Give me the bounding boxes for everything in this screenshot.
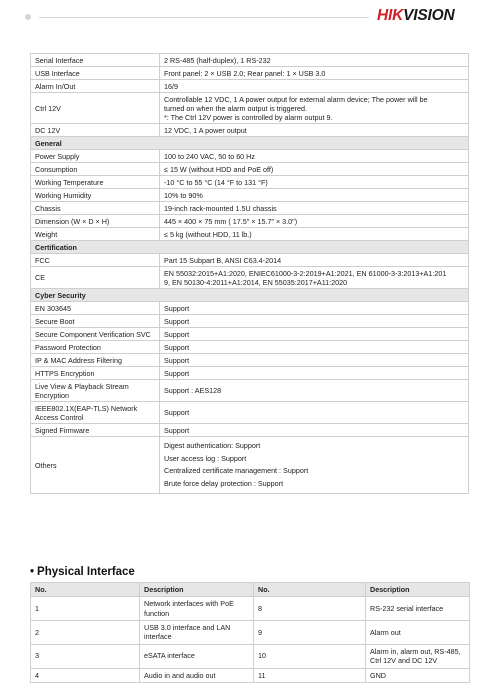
spec-key: CE <box>31 267 160 289</box>
spec-row <box>31 380 469 402</box>
spec-value: Support <box>160 367 469 380</box>
table-row <box>31 597 470 621</box>
table-header-row <box>31 583 470 597</box>
spec-value: Support <box>160 354 469 367</box>
spec-key: FCC <box>31 254 160 267</box>
table-cell: RS-232 serial interface <box>366 597 470 621</box>
header-dot <box>25 14 31 20</box>
spec-key: Working Temperature <box>31 176 160 189</box>
spec-value: Support <box>160 424 469 437</box>
column-header: Description <box>140 583 254 597</box>
spec-value: 16/9 <box>160 80 469 93</box>
table-cell: 10 <box>254 644 366 668</box>
spec-key: Serial Interface <box>31 54 160 67</box>
spec-value: -10 °C to 55 °C (14 °F to 131 °F) <box>160 176 469 189</box>
spec-key: Live View & Playback Stream Encryption <box>31 380 160 402</box>
table-cell: GND <box>366 668 470 682</box>
column-header: No. <box>254 583 366 597</box>
spec-row <box>31 54 469 67</box>
spec-value: Support <box>160 328 469 341</box>
table-cell: 4 <box>31 668 140 682</box>
spec-value: Controllable 12 VDC, 1 A power output for external alarm device; The power will be turned on when the alarm output is triggered. *: The Ctrl 12V power is controlled by alarm output 9. <box>160 93 469 124</box>
section-header-general: General <box>31 137 469 150</box>
physical-interface-table <box>30 582 470 683</box>
spec-row <box>31 189 469 202</box>
hikvision-logo: HIKVISION <box>377 7 455 24</box>
spec-key: EN 303645 <box>31 302 160 315</box>
table-row <box>31 644 470 668</box>
table-row <box>31 668 470 682</box>
spec-value: 10% to 90% <box>160 189 469 202</box>
table-cell: 3 <box>31 644 140 668</box>
spec-row <box>31 80 469 93</box>
spec-value: 445 × 400 × 75 mm ( 17.5" × 15.7" × 3.0") <box>160 215 469 228</box>
spec-key: Power Supply <box>31 150 160 163</box>
spec-value: Support <box>160 315 469 328</box>
table-cell: Alarm out <box>366 621 470 645</box>
spec-value: Front panel: 2 × USB 2.0; Rear panel: 1 × USB 3.0 <box>160 67 469 80</box>
spec-value: ≤ 15 W (without HDD and PoE off) <box>160 163 469 176</box>
section-header-certification: Certification <box>31 241 469 254</box>
column-header: No. <box>31 583 140 597</box>
spec-key: Alarm In/Out <box>31 80 160 93</box>
spec-value: 12 VDC, 1 A power output <box>160 124 469 137</box>
spec-row <box>31 267 469 289</box>
spec-key: Secure Boot <box>31 315 160 328</box>
spec-row <box>31 328 469 341</box>
spec-value: Support <box>160 302 469 315</box>
spec-row <box>31 215 469 228</box>
spec-value: Support : AES128 <box>160 380 469 402</box>
spec-key: Chassis <box>31 202 160 215</box>
spec-key: Others <box>31 437 160 494</box>
spec-key: Signed Firmware <box>31 424 160 437</box>
spec-key: IEEE802.1X(EAP-TLS) Network Access Control <box>31 402 160 424</box>
spec-row <box>31 402 469 424</box>
spec-row <box>31 315 469 328</box>
spec-key: Dimension (W × D × H) <box>31 215 160 228</box>
table-cell: eSATA interface <box>140 644 254 668</box>
table-cell: Alarm in, alarm out, RS-485, Ctrl 12V and DC 12V <box>366 644 470 668</box>
spec-row <box>31 202 469 215</box>
spec-row <box>31 302 469 315</box>
section-title: • Physical Interface <box>30 566 135 578</box>
spec-row <box>31 341 469 354</box>
spec-key: Working Humidity <box>31 189 160 202</box>
column-header: Description <box>366 583 470 597</box>
table-cell: Network interfaces with PoE function <box>140 597 254 621</box>
spec-row <box>31 176 469 189</box>
spec-value: 19-inch rack-mounted 1.5U chassis <box>160 202 469 215</box>
spec-value: Support <box>160 341 469 354</box>
spec-row <box>31 254 469 267</box>
table-cell: 1 <box>31 597 140 621</box>
spec-value: Part 15 Subpart B, ANSI C63.4-2014 <box>160 254 469 267</box>
specification-table <box>30 53 469 494</box>
spec-row <box>31 354 469 367</box>
spec-row <box>31 93 469 124</box>
spec-key: DC 12V <box>31 124 160 137</box>
table-cell: 2 <box>31 621 140 645</box>
spec-row <box>31 367 469 380</box>
table-cell: Audio in and audio out <box>140 668 254 682</box>
spec-row <box>31 424 469 437</box>
spec-row <box>31 228 469 241</box>
spec-key: Password Protection <box>31 341 160 354</box>
header-divider <box>39 17 369 18</box>
spec-value: EN 55032:2015+A1:2020, ENIEC61000-3-2:2019+A1:2021, EN 61000-3-3:2013+A1:201 9, EN 50130-4:2011+A1:2014, EN 55035:2017+A11:2020 <box>160 267 469 289</box>
spec-key: USB Interface <box>31 67 160 80</box>
spec-row <box>31 124 469 137</box>
spec-key: HTTPS Encryption <box>31 367 160 380</box>
spec-row <box>31 150 469 163</box>
spec-row <box>31 163 469 176</box>
table-cell: USB 3.0 interface and LAN interface <box>140 621 254 645</box>
spec-key: Secure Component Verification SVC <box>31 328 160 341</box>
spec-key: IP & MAC Address Filtering <box>31 354 160 367</box>
table-row <box>31 621 470 645</box>
spec-value: ≤ 5 kg (without HDD, 11 lb.) <box>160 228 469 241</box>
spec-value: Support <box>160 402 469 424</box>
table-cell: 9 <box>254 621 366 645</box>
table-cell: 11 <box>254 668 366 682</box>
spec-key: Consumption <box>31 163 160 176</box>
table-cell: 8 <box>254 597 366 621</box>
spec-row <box>31 437 469 494</box>
spec-value: 100 to 240 VAC, 50 to 60 Hz <box>160 150 469 163</box>
spec-key: Weight <box>31 228 160 241</box>
spec-key: Ctrl 12V <box>31 93 160 124</box>
spec-value: Digest authentication: Support User access log : Support Centralized certificate management : Support Brute force delay protection : Support <box>160 437 469 494</box>
spec-value: 2 RS-485 (half-duplex), 1 RS-232 <box>160 54 469 67</box>
section-header-cyber-security: Cyber Security <box>31 289 469 302</box>
spec-row <box>31 67 469 80</box>
page-header <box>0 0 496 34</box>
